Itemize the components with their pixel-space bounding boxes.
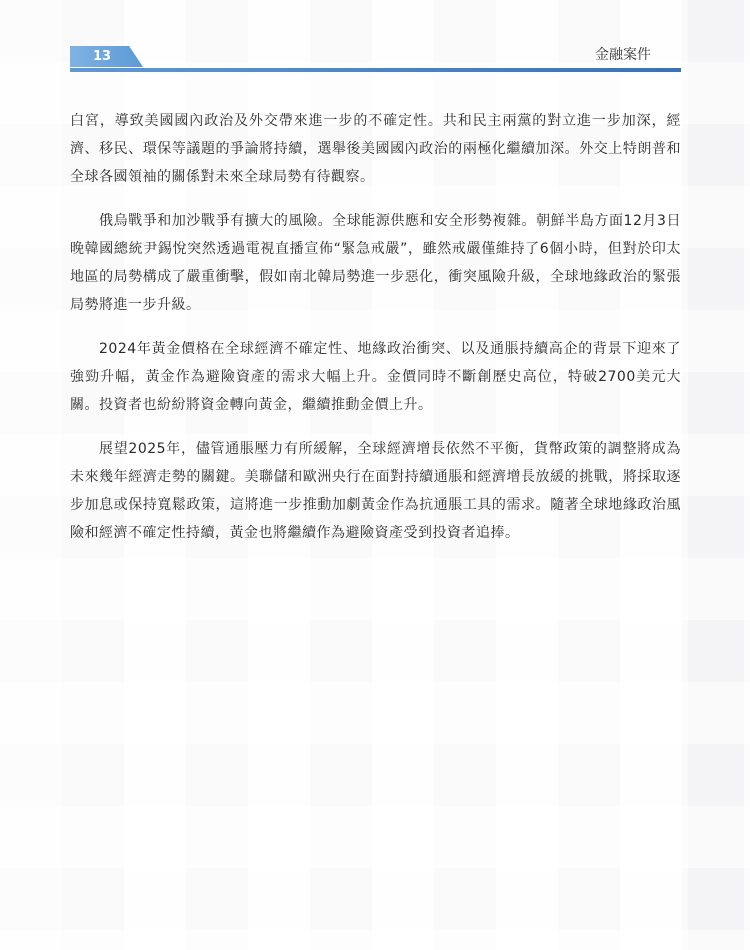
article-body: [70, 107, 681, 563]
paragraph-1: 白宮，導致美國國內政治及外交帶來進一步的不確定性。共和民主兩黨的對立進一步加深，經濟、移民、環保等議題的爭論將持續，選舉後美國國內政治的兩極化繼續加深。外交上特朗普和全球各國領袖的關係對未來全球局勢有待觀察。: [70, 113, 681, 185]
header-divider: [70, 68, 681, 72]
page-number: 13: [92, 49, 112, 64]
page-header: [70, 46, 681, 74]
paragraph-3: 2024年黃金價格在全球經濟不確定性、地緣政治衝突、以及通脹持續高企的背景下迎來了強勁升幅，黃金作為避險資產的需求大幅上升。金價同時不斷創歷史高位，特破2700美元大關。投資者也紛紛將資金轉向黃金，繼續推動金價上升。: [70, 341, 681, 413]
paragraph-2: 俄烏戰爭和加沙戰爭有擴大的風險。全球能源供應和安全形勢複雜。朝鮮半島方面12月3日晚韓國總統尹錫悅突然透過電視直播宣佈“緊急戒嚴”，雖然戒嚴僅維持了6個小時，但對於印太地區的局勢構成了嚴重衝擊，假如南北韓局勢進一步惡化，衝突風險升級，全球地緣政治的緊張局勢將進一步升級。: [70, 213, 681, 313]
section-title: 金融案件: [595, 47, 651, 63]
paragraph-4: 展望2025年，儘管通脹壓力有所緩解，全球經濟增長依然不平衡，貨幣政策的調整將成為未來幾年經濟走勢的關鍵。美聯儲和歐洲央行在面對持續通脹和經濟增長放緩的挑戰，將採取逐步加息或保持寬鬆政策，這將進一步推動加劇黃金作為抗通脹工具的需求。隨著全球地緣政治風險和經濟不確定性持續，黃金也將繼續作為避險資產受到投資者追捧。: [70, 441, 681, 541]
